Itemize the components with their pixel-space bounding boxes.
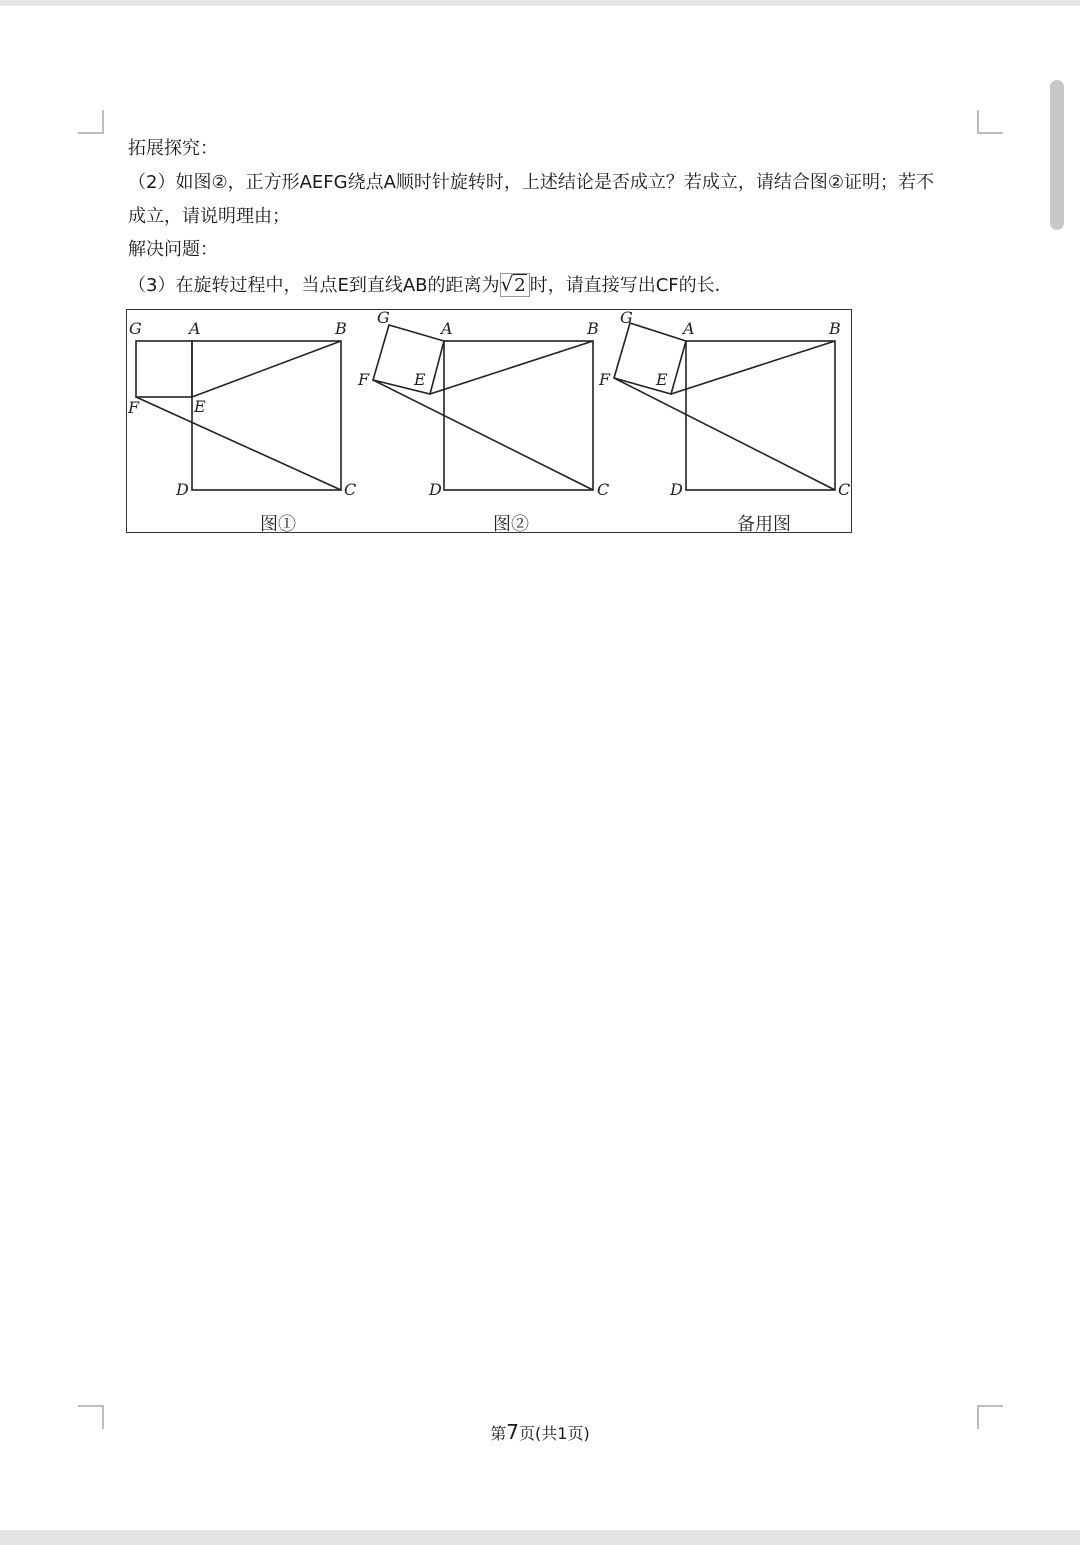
question-3-text-after: 时，请直接写出CF的长． <box>529 275 733 296</box>
fig1-label-g: G <box>129 319 142 338</box>
fig3-label-e: E <box>656 370 668 389</box>
footer-prefix: 第 <box>490 1424 507 1443</box>
section-heading-solve: 解决问题： <box>128 239 218 260</box>
figure-1-shapes <box>136 341 341 490</box>
caption-figure-1: 图① <box>260 514 296 535</box>
fig3-label-a: A <box>683 319 695 338</box>
geometry-figures <box>0 0 1080 560</box>
section-heading-extension: 拓展探究： <box>128 138 218 159</box>
footer-page-number: 7 <box>506 1420 520 1444</box>
fig1-label-c: C <box>344 480 357 499</box>
question-3-text-before: （3）在旋转过程中，当点E到直线AB的距离为 <box>128 275 500 296</box>
bottom-edge <box>0 1530 1080 1545</box>
fig1-segment-be <box>192 341 341 397</box>
page-footer <box>0 1420 1080 1444</box>
fig3-segment-cf <box>614 378 835 490</box>
fig3-label-d: D <box>670 480 683 499</box>
caption-figure-2: 图② <box>493 514 529 535</box>
fig1-label-d: D <box>176 480 189 499</box>
fig2-label-a: A <box>441 319 453 338</box>
fig2-label-f: F <box>358 370 370 389</box>
figure-3-shapes <box>614 323 835 490</box>
fig1-segment-cf <box>136 397 341 490</box>
fig2-label-b: B <box>587 319 599 338</box>
footer-suffix: 页(共1页) <box>519 1424 590 1443</box>
fig2-label-g: G <box>377 308 390 327</box>
fig3-label-g: G <box>620 308 633 327</box>
fig1-label-b: B <box>335 319 347 338</box>
fig1-label-f: F <box>128 398 140 417</box>
fig2-segment-cf <box>373 380 593 490</box>
fig3-label-f: F <box>599 370 611 389</box>
fig3-label-c: C <box>838 480 851 499</box>
fig3-label-b: B <box>829 319 841 338</box>
fig2-square-abcd <box>444 341 593 490</box>
question-2-line-1: （2）如图②，正方形AEFG绕点A顺时针旋转时，上述结论是否成立？若成立，请结合图②证明；若不 <box>128 172 935 193</box>
fig3-square-abcd <box>686 341 835 490</box>
fig2-label-d: D <box>429 480 442 499</box>
fig1-square-abcd <box>192 341 341 490</box>
sqrt-symbol: √ <box>500 272 514 296</box>
fig1-label-a: A <box>189 319 201 338</box>
fig2-label-e: E <box>414 370 426 389</box>
caption-spare-figure: 备用图 <box>737 514 791 535</box>
fig2-segment-be <box>430 341 593 394</box>
fig2-square-aefg <box>373 325 444 394</box>
sqrt-radicand: 2 <box>514 275 526 296</box>
fig3-segment-be <box>671 341 835 394</box>
question-2-line-2: 成立，请说明理由； <box>128 206 290 227</box>
fig2-label-c: C <box>597 480 610 499</box>
fig1-square-aefg <box>136 341 192 397</box>
fig1-label-e: E <box>194 397 206 416</box>
figure-2-shapes <box>373 325 593 490</box>
